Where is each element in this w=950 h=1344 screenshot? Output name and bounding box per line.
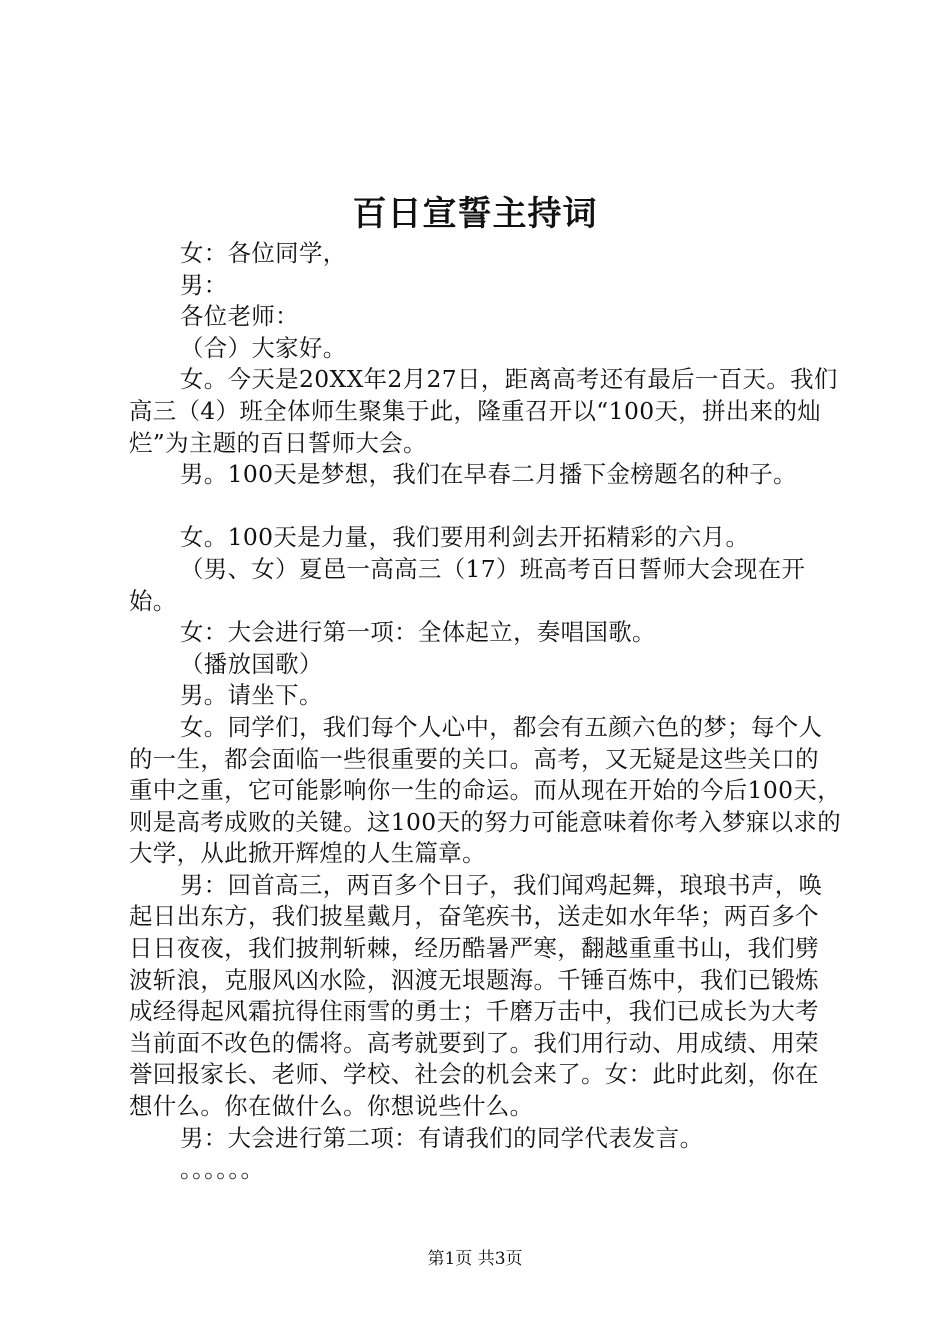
paragraph-review-speech: 男：回首高三，两百多个日子，我们闻鸡起舞，琅琅书声，唤起日出东方，我们披星戴月，奋笔疾书，送走如水年华；两百多个日日夜夜，我们披荆斩棘，经历酷暑严寒，翻越重重书山，我们劈波斩浪，克服风凶水险，泅渡无垠题海。千锤百炼中，我们已锻炼成经得起风霜抗得住雨雪的勇士；千磨万击中，我们已成长为大考当前面不改色的儒将。高考就要到了。我们用行动、用成绩、用荣誉回报家长、老师、学校、社会的机会来了。女：此时此刻，你在想什么。你在做什么。你想说些什么。 — [129, 870, 823, 1121]
paragraph-meeting-start: （男、女）夏邑一高高三（17）班高考百日誓师大会现在开始。 — [129, 554, 806, 615]
paragraph-male-greeting: 男： — [180, 270, 228, 299]
paragraph-opening-date: 女。今天是20XX年2月27日，距离高考还有最后一百天。我们高三（4）班全体师生聚集于此，隆重召开以“100天，拼出来的灿烂”为主题的百日誓师大会。 — [129, 365, 838, 457]
page-footer: 第1页 共3页 — [427, 1249, 523, 1269]
paragraph-gap — [129, 491, 841, 523]
paragraph-dream: 男。100天是梦想，我们在早春二月播下金榜题名的种子。 — [180, 460, 797, 489]
document-body — [129, 238, 841, 1186]
paragraph-anthem-note: （播放国歌） — [180, 649, 323, 678]
paragraph-female-greeting: 女：各位同学， — [180, 239, 347, 267]
paragraph-item-two: 男：大会进行第二项：有请我们的同学代表发言。 — [180, 1123, 704, 1152]
paragraph-ellipsis: 。。。。。。 — [180, 1155, 265, 1184]
paragraph-power: 女。100天是力量，我们要用利剑去开拓精彩的六月。 — [180, 523, 750, 552]
paragraph-dreams-speech: 女。同学们，我们每个人心中，都会有五颜六色的梦；每个人的一生，都会面临一些很重要的关口。高考，又无疑是这些关口的重中之重，它可能影响你一生的命运。而从现在开始的今后100天，则是高考成败的关键。这100天的努力可能意味着你考入梦寐以求的大学，从此掀开辉煌的人生篇章。 — [129, 712, 841, 868]
paragraph-teachers-greeting: 各位老师： — [180, 302, 299, 331]
paragraph-sit-down: 男。请坐下。 — [180, 681, 323, 710]
paragraph-item-one: 女：大会进行第一项：全体起立，奏唱国歌。 — [180, 618, 656, 647]
paragraph-hello-together: （合）大家好。 — [180, 333, 347, 362]
document-title: 百日宣誓主持词 — [352, 194, 598, 234]
